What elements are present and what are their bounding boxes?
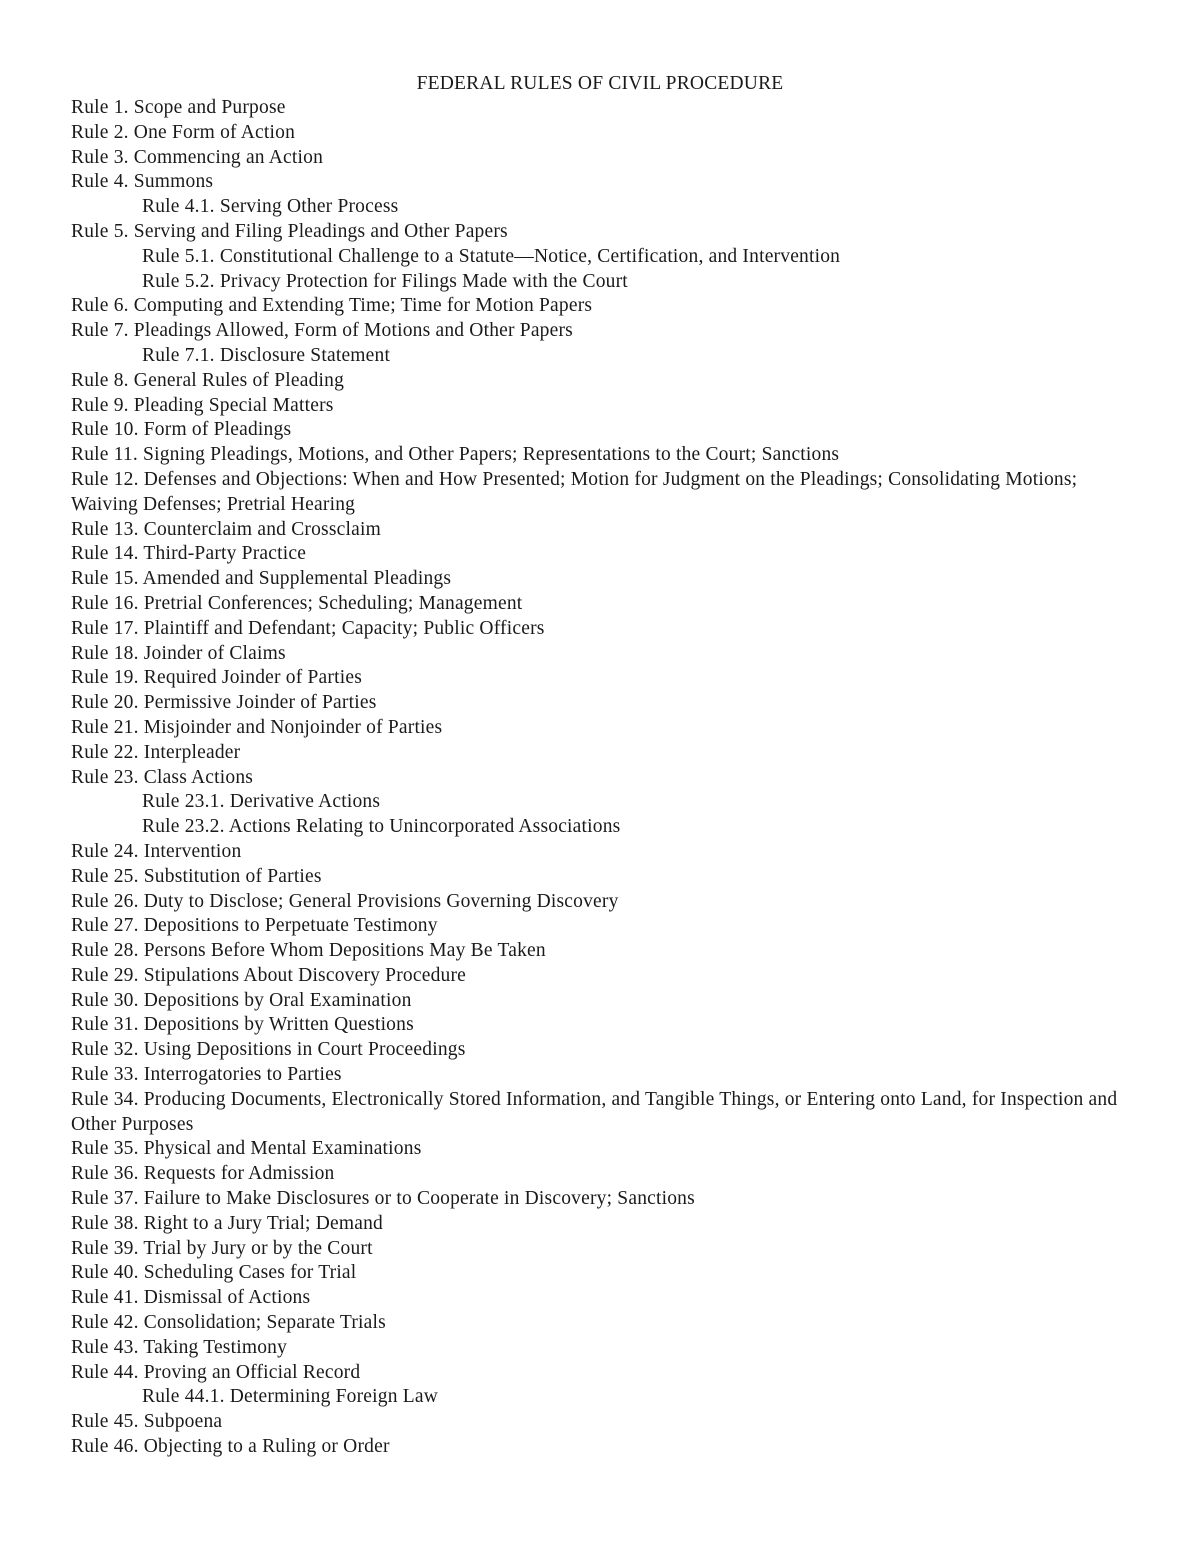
rule-item: Rule 19. Required Joinder of Parties	[71, 667, 362, 689]
rules-list	[71, 96, 1131, 1460]
rule-item: Rule 26. Duty to Disclose; General Provisions Governing Discovery	[71, 890, 619, 912]
sub-rule-item: Rule 4.1. Serving Other Process	[142, 196, 399, 218]
rule-item: Rule 18. Joinder of Claims	[71, 642, 286, 664]
rule-item: Rule 43. Taking Testimony	[71, 1336, 288, 1358]
rule-item: Rule 11. Signing Pleadings, Motions, and Other Papers; Representations to the Court; Sanctions	[71, 444, 840, 466]
sub-rule-item: Rule 5.2. Privacy Protection for Filings Made with the Court	[142, 270, 628, 292]
rule-item: Rule 10. Form of Pleadings	[71, 419, 292, 441]
rule-item: Rule 40. Scheduling Cases for Trial	[71, 1262, 357, 1284]
rule-item: Rule 9. Pleading Special Matters	[71, 394, 334, 416]
sub-rule-item: Rule 23.2. Actions Relating to Unincorporated Associations	[142, 816, 621, 838]
rule-item: Rule 42. Consolidation; Separate Trials	[71, 1312, 386, 1334]
rule-item: Rule 38. Right to a Jury Trial; Demand	[71, 1212, 384, 1234]
rule-item: Rule 34. Producing Documents, Electronically Stored Information, and Tangible Things, or Entering onto Land, for Inspection and Other Purposes	[71, 1088, 1118, 1135]
rule-item: Rule 5. Serving and Filing Pleadings and Other Papers	[71, 220, 508, 242]
rule-item: Rule 23. Class Actions	[71, 766, 254, 788]
rule-item: Rule 16. Pretrial Conferences; Scheduling; Management	[71, 592, 523, 614]
rule-item: Rule 25. Substitution of Parties	[71, 865, 322, 887]
rule-item: Rule 7. Pleadings Allowed, Form of Motions and Other Papers	[71, 320, 573, 342]
sub-rule-item: Rule 44.1. Determining Foreign Law	[142, 1386, 438, 1408]
rule-item: Rule 13. Counterclaim and Crossclaim	[71, 518, 381, 540]
rule-item: Rule 45. Subpoena	[71, 1411, 223, 1433]
rule-item: Rule 46. Objecting to a Ruling or Order	[71, 1436, 390, 1458]
rule-item: Rule 41. Dismissal of Actions	[71, 1287, 311, 1309]
sub-rule-item: Rule 5.1. Constitutional Challenge to a Statute—Notice, Certification, and Intervention	[142, 245, 841, 267]
rule-item: Rule 33. Interrogatories to Parties	[71, 1064, 342, 1086]
rule-item: Rule 32. Using Depositions in Court Proceedings	[71, 1039, 466, 1061]
rule-item: Rule 36. Requests for Admission	[71, 1163, 335, 1185]
page-title: FEDERAL RULES OF CIVIL PROCEDURE	[416, 73, 784, 94]
rule-item: Rule 14. Third-Party Practice	[71, 543, 307, 565]
rule-item: Rule 3. Commencing an Action	[71, 146, 324, 168]
rule-item: Rule 15. Amended and Supplemental Pleadings	[71, 568, 452, 590]
rule-item: Rule 35. Physical and Mental Examinations	[71, 1138, 422, 1160]
rule-item: Rule 6. Computing and Extending Time; Time for Motion Papers	[71, 295, 593, 317]
rule-item: Rule 20. Permissive Joinder of Parties	[71, 692, 377, 714]
rule-item: Rule 24. Intervention	[71, 840, 242, 862]
rule-item: Rule 2. One Form of Action	[71, 121, 296, 143]
rule-item: Rule 17. Plaintiff and Defendant; Capacity; Public Officers	[71, 617, 545, 639]
rule-item: Rule 27. Depositions to Perpetuate Testimony	[71, 915, 438, 937]
rule-item: Rule 44. Proving an Official Record	[71, 1361, 361, 1383]
rule-item: Rule 22. Interpleader	[71, 741, 241, 763]
sub-rule-item: Rule 23.1. Derivative Actions	[142, 791, 381, 813]
rule-item: Rule 31. Depositions by Written Questions	[71, 1014, 414, 1036]
sub-rule-item: Rule 7.1. Disclosure Statement	[142, 344, 391, 366]
rule-item: Rule 4. Summons	[71, 171, 214, 193]
rule-item: Rule 21. Misjoinder and Nonjoinder of Parties	[71, 716, 443, 738]
rule-item: Rule 12. Defenses and Objections: When and How Presented; Motion for Judgment on the Pleadings; Consolidating Motions; Waiving Defenses; Pretrial Hearing	[71, 468, 1078, 515]
rule-item: Rule 8. General Rules of Pleading	[71, 369, 345, 391]
rule-item: Rule 37. Failure to Make Disclosures or to Cooperate in Discovery; Sanctions	[71, 1188, 695, 1210]
rule-item: Rule 30. Depositions by Oral Examination	[71, 989, 412, 1011]
rule-item: Rule 28. Persons Before Whom Depositions May Be Taken	[71, 940, 546, 962]
rule-item: Rule 29. Stipulations About Discovery Procedure	[71, 964, 467, 986]
rule-item: Rule 39. Trial by Jury or by the Court	[71, 1237, 373, 1259]
rule-item: Rule 1. Scope and Purpose	[71, 97, 286, 118]
